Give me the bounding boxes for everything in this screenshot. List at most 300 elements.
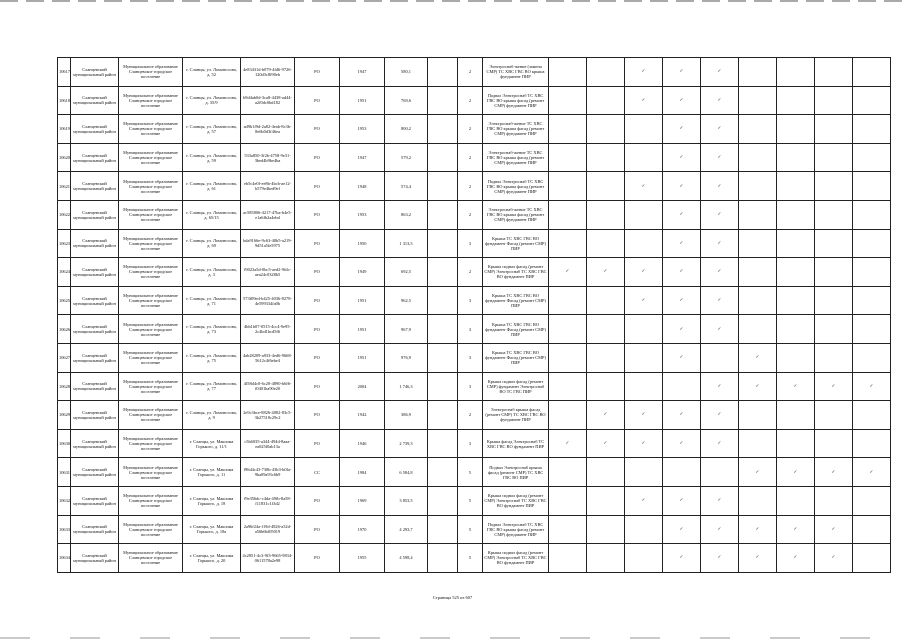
- check-cell: [549, 401, 587, 430]
- address-cell: г. Сланцы, ул. Ломоносова, д. 69: [183, 229, 241, 258]
- check-cell: ✓: [739, 515, 777, 544]
- district-cell: Сланцевский муниципальный район: [71, 544, 119, 573]
- table-row: [58, 515, 891, 544]
- area-cell: 386,9: [385, 401, 428, 430]
- building-type-cell: РО: [295, 401, 340, 430]
- floors-cell: 2: [458, 143, 483, 172]
- district-cell: Сланцевский муниципальный район: [71, 286, 119, 315]
- works-list-cell: Крыша ТС ХВС ГВС ВО фундамент Фасад (ремонт СМР) ПИР: [483, 286, 549, 315]
- year-cell: 1951: [340, 86, 385, 115]
- district-cell: Сланцевский муниципальный район: [71, 143, 119, 172]
- row-id-cell: 10632: [58, 486, 71, 515]
- area-cell: 769,6: [385, 86, 428, 115]
- check-cell: [815, 401, 853, 430]
- district-cell: Сланцевский муниципальный район: [71, 372, 119, 401]
- works-list-cell: Электроснаб-жение ТС ХВС ГВС ВО крыша фасад (ремонт СМР) фундамент ПИР: [483, 115, 549, 144]
- row-id-cell: 10618: [58, 86, 71, 115]
- works-list-cell: Крыша ТС ХВС ГВС ВО фундамент Фасад (ремонт СМР) ПИР: [483, 229, 549, 258]
- check-cell: ✓: [587, 401, 625, 430]
- check-cell: [587, 229, 625, 258]
- table-row: [58, 286, 891, 315]
- district-cell: Сланцевский муниципальный район: [71, 515, 119, 544]
- check-cell: [549, 515, 587, 544]
- check-cell: ✓: [663, 486, 701, 515]
- empty-cell: [428, 515, 458, 544]
- check-cell: [701, 343, 739, 372]
- guid-cell: 2a96f24a-f19d-4826-a52d-a56b6bf05019: [241, 515, 295, 544]
- check-cell: [549, 343, 587, 372]
- address-cell: г. Сланцы, ул. Ломоносова, д. 75: [183, 343, 241, 372]
- check-cell: ✓: [549, 429, 587, 458]
- guid-cell: f9023a5d-0bc5-aed2-9fdc-aea24c0328b5: [241, 258, 295, 287]
- check-cell: [853, 258, 891, 287]
- check-cell: [739, 86, 777, 115]
- check-cell: ✓: [815, 544, 853, 573]
- check-cell: [549, 200, 587, 229]
- guid-cell: ac585806-4217-47ba-b4e5-e1a6fb2a4ebd: [241, 200, 295, 229]
- table-row: [58, 401, 891, 430]
- table-row: [58, 429, 891, 458]
- check-cell: [853, 172, 891, 201]
- building-type-cell: РО: [295, 544, 340, 573]
- check-cell: [587, 315, 625, 344]
- check-cell: [587, 143, 625, 172]
- check-cell: [549, 486, 587, 515]
- floors-cell: 3: [458, 343, 483, 372]
- building-type-cell: РО: [295, 172, 340, 201]
- check-cell: [777, 286, 815, 315]
- row-id-cell: 10627: [58, 343, 71, 372]
- check-cell: [587, 200, 625, 229]
- row-id-cell: 10620: [58, 143, 71, 172]
- check-cell: [777, 315, 815, 344]
- owner-cell: Муниципальное образование Сланцевское городское поселение: [119, 372, 183, 401]
- empty-cell: [428, 544, 458, 573]
- row-id-cell: 10619: [58, 115, 71, 144]
- year-cell: 1949: [340, 258, 385, 287]
- empty-cell: [428, 258, 458, 287]
- check-cell: ✓: [739, 544, 777, 573]
- year-cell: 1955: [340, 544, 385, 573]
- year-cell: 1947: [340, 143, 385, 172]
- check-cell: [587, 343, 625, 372]
- district-cell: Сланцевский муниципальный район: [71, 258, 119, 287]
- works-list-cell: Крыша подвал фасад (ремонт СМР) Электроснаб ТС ХВС ГВС ВО фундамент ПИР: [483, 486, 549, 515]
- guid-cell: 533a850-3f2b-4758-9e31-3bed4b9be4ba: [241, 143, 295, 172]
- check-cell: [587, 515, 625, 544]
- table-body: [58, 58, 891, 573]
- check-cell: [777, 200, 815, 229]
- check-cell: ✓: [701, 429, 739, 458]
- check-cell: [815, 115, 853, 144]
- year-cell: 1951: [340, 315, 385, 344]
- owner-cell: Муниципальное образование Сланцевское городское поселение: [119, 315, 183, 344]
- check-cell: ✓: [777, 458, 815, 487]
- owner-cell: Муниципальное образование Сланцевское городское поселение: [119, 286, 183, 315]
- check-cell: [587, 544, 625, 573]
- check-cell: [853, 486, 891, 515]
- guid-cell: 4f58d4c0-6c20-4890-b6f6-f0401ba90e20: [241, 372, 295, 401]
- works-list-cell: Электроснаб-жение ТС ХВС ГВС ВО крыша фасад (ремонт СМР) фундамент ПИР: [483, 200, 549, 229]
- check-cell: ✓: [701, 286, 739, 315]
- year-cell: 1947: [340, 58, 385, 87]
- owner-cell: Муниципальное образование Сланцевское городское поселение: [119, 200, 183, 229]
- check-cell: ✓: [625, 172, 663, 201]
- floors-cell: 5: [458, 515, 483, 544]
- check-cell: [701, 458, 739, 487]
- building-type-cell: РО: [295, 115, 340, 144]
- area-cell: 579,2: [385, 143, 428, 172]
- area-cell: 3 853,5: [385, 486, 428, 515]
- empty-cell: [428, 343, 458, 372]
- check-cell: [625, 544, 663, 573]
- check-cell: [625, 315, 663, 344]
- check-cell: [625, 372, 663, 401]
- check-cell: [663, 458, 701, 487]
- check-cell: [739, 315, 777, 344]
- check-cell: [739, 429, 777, 458]
- district-cell: Сланцевский муниципальный район: [71, 58, 119, 87]
- check-cell: ✓: [815, 458, 853, 487]
- check-cell: [815, 343, 853, 372]
- check-cell: [739, 172, 777, 201]
- guid-cell: bda9166e-9c63-40b5-a219-9d51a5fe5975: [241, 229, 295, 258]
- floors-cell: 3: [458, 286, 483, 315]
- check-cell: [777, 143, 815, 172]
- owner-cell: Муниципальное образование Сланцевское городское поселение: [119, 229, 183, 258]
- area-cell: 1 746,3: [385, 372, 428, 401]
- owner-cell: Муниципальное образование Сланцевское городское поселение: [119, 429, 183, 458]
- works-list-cell: Крыша ТС ХВС ГВС ВО фундамент Фасад (ремонт СМР) ПИР: [483, 315, 549, 344]
- guid-cell: 2e9c3bce-8826-4082-83c5-3b27518c29c2: [241, 401, 295, 430]
- works-list-cell: Подвал Электроснаб ТС ХВС ГВС ВО крыша фасад (ремонт СМР) фундамент ПИР: [483, 86, 549, 115]
- empty-cell: [428, 372, 458, 401]
- area-cell: 962,5: [385, 286, 428, 315]
- check-cell: ✓: [663, 429, 701, 458]
- district-cell: Сланцевский муниципальный район: [71, 429, 119, 458]
- check-cell: [625, 200, 663, 229]
- floors-cell: 2: [458, 200, 483, 229]
- check-cell: [777, 258, 815, 287]
- scan-edge-bottom: [0, 637, 905, 639]
- check-cell: ✓: [625, 58, 663, 87]
- address-cell: г. Сланцы, ул. Ломоносова, д. 61: [183, 172, 241, 201]
- table-row: [58, 343, 891, 372]
- building-type-cell: РО: [295, 429, 340, 458]
- empty-cell: [428, 486, 458, 515]
- building-type-cell: СС: [295, 458, 340, 487]
- check-cell: [625, 515, 663, 544]
- year-cell: 1942: [340, 401, 385, 430]
- check-cell: [549, 286, 587, 315]
- check-cell: ✓: [587, 429, 625, 458]
- row-id-cell: 10629: [58, 401, 71, 430]
- guid-cell: f9e356dc-c4da-49fb-8a58-f11831c1f3d2: [241, 486, 295, 515]
- year-cell: 1951: [340, 286, 385, 315]
- check-cell: [739, 486, 777, 515]
- floors-cell: 3: [458, 372, 483, 401]
- check-cell: ✓: [663, 86, 701, 115]
- check-cell: [853, 315, 891, 344]
- area-cell: 976,9: [385, 343, 428, 372]
- table-row: [58, 315, 891, 344]
- check-cell: ✓: [663, 229, 701, 258]
- guid-cell: 4c2851-4c3-9f3-9665-9834-0611578a2e98: [241, 544, 295, 573]
- check-cell: [739, 58, 777, 87]
- check-cell: ✓: [663, 58, 701, 87]
- check-cell: [549, 143, 587, 172]
- housing-register-table: [57, 57, 891, 573]
- empty-cell: [428, 200, 458, 229]
- check-cell: [663, 372, 701, 401]
- works-list-cell: Крыша подвал фасад (ремонт СМР) фундамент Электроснаб ВО ТС ГВС ПИР: [483, 372, 549, 401]
- owner-cell: Муниципальное образование Сланцевское городское поселение: [119, 486, 183, 515]
- check-cell: [739, 143, 777, 172]
- check-cell: [587, 486, 625, 515]
- table-row: [58, 544, 891, 573]
- check-cell: [853, 115, 891, 144]
- building-type-cell: РО: [295, 58, 340, 87]
- address-cell: г. Сланцы, ул. Максима Горького, д. 11: [183, 458, 241, 487]
- row-id-cell: 10625: [58, 286, 71, 315]
- empty-cell: [428, 143, 458, 172]
- table-row: [58, 143, 891, 172]
- check-cell: ✓: [663, 544, 701, 573]
- check-cell: [549, 115, 587, 144]
- year-cell: 1951: [340, 343, 385, 372]
- check-cell: ✓: [625, 258, 663, 287]
- check-cell: ✓: [701, 143, 739, 172]
- guid-cell: 4e83431d-b079-4fd6-9726-120d3c8f90eb: [241, 58, 295, 87]
- check-cell: [853, 86, 891, 115]
- building-type-cell: РО: [295, 372, 340, 401]
- check-cell: [815, 143, 853, 172]
- check-cell: ✓: [701, 172, 739, 201]
- check-cell: [739, 200, 777, 229]
- check-cell: [625, 458, 663, 487]
- area-cell: 800,2: [385, 115, 428, 144]
- district-cell: Сланцевский муниципальный район: [71, 86, 119, 115]
- table-row: [58, 229, 891, 258]
- table-row: [58, 258, 891, 287]
- floors-cell: 2: [458, 86, 483, 115]
- owner-cell: Муниципальное образование Сланцевское городское поселение: [119, 343, 183, 372]
- works-list-cell: Электроснаб-жение ТС ХВС ГВС ВО крыша фасад (ремонт СМР) фундамент ПИР: [483, 143, 549, 172]
- address-cell: г. Сланцы, ул. Ломоносова, д. 65/15: [183, 200, 241, 229]
- check-cell: [549, 458, 587, 487]
- check-cell: [853, 286, 891, 315]
- floors-cell: 5: [458, 458, 483, 487]
- address-cell: г. Сланцы, ул. Ломоносова, д. 35/9: [183, 86, 241, 115]
- building-type-cell: РО: [295, 200, 340, 229]
- area-cell: 580,1: [385, 58, 428, 87]
- check-cell: [739, 401, 777, 430]
- check-cell: [853, 229, 891, 258]
- empty-cell: [428, 429, 458, 458]
- row-id-cell: 10622: [58, 200, 71, 229]
- year-cell: 1953: [340, 200, 385, 229]
- check-cell: [587, 58, 625, 87]
- building-type-cell: РО: [295, 486, 340, 515]
- check-cell: ✓: [663, 515, 701, 544]
- check-cell: [587, 115, 625, 144]
- district-cell: Сланцевский муниципальный район: [71, 343, 119, 372]
- table-row: [58, 172, 891, 201]
- check-cell: ✓: [739, 458, 777, 487]
- owner-cell: Муниципальное образование Сланцевское городское поселение: [119, 544, 183, 573]
- check-cell: ✓: [663, 258, 701, 287]
- check-cell: ✓: [701, 486, 739, 515]
- floors-cell: 3: [458, 429, 483, 458]
- check-cell: [549, 372, 587, 401]
- works-list-cell: Подвал Электроснаб ТС ХВС ГВС ВО крыша фасад (ремонт СМР) фундамент ПИР: [483, 172, 549, 201]
- check-cell: ✓: [853, 372, 891, 401]
- check-cell: [853, 58, 891, 87]
- row-id-cell: 10624: [58, 258, 71, 287]
- floors-cell: 2: [458, 258, 483, 287]
- address-cell: г. Сланцы, ул. Ломоносова, д. 59: [183, 143, 241, 172]
- check-cell: [853, 143, 891, 172]
- year-cell: 1948: [340, 172, 385, 201]
- guid-cell: 573f09ed-b425-4036-8278-4e599334fa0b: [241, 286, 295, 315]
- check-cell: [853, 544, 891, 573]
- address-cell: г. Сланцы, ул. Максима Горького, д. 18: [183, 486, 241, 515]
- check-cell: [587, 172, 625, 201]
- guid-cell: ad9b1f9d-2a82-4eab-8c3b-8e6b0d3f46ea: [241, 115, 295, 144]
- table-row: [58, 372, 891, 401]
- check-cell: ✓: [663, 343, 701, 372]
- building-type-cell: РО: [295, 315, 340, 344]
- row-id-cell: 10626: [58, 315, 71, 344]
- row-id-cell: 10633: [58, 515, 71, 544]
- check-cell: [815, 286, 853, 315]
- check-cell: ✓: [701, 58, 739, 87]
- guid-cell: c5b6035-a344-494d-8aaa-ea025f0ab13a: [241, 429, 295, 458]
- check-cell: ✓: [701, 544, 739, 573]
- guid-cell: 4bb1b07-0515-4cc4-9e95-2c4bd1bcd5f6: [241, 315, 295, 344]
- district-cell: Сланцевский муниципальный район: [71, 315, 119, 344]
- building-type-cell: РО: [295, 515, 340, 544]
- check-cell: [625, 229, 663, 258]
- check-cell: ✓: [625, 486, 663, 515]
- owner-cell: Муниципальное образование Сланцевское городское поселение: [119, 115, 183, 144]
- check-cell: [777, 429, 815, 458]
- floors-cell: 5: [458, 544, 483, 573]
- check-cell: [815, 315, 853, 344]
- table-row: [58, 200, 891, 229]
- address-cell: г. Сланцы, ул. Ломоносова, д. 71: [183, 286, 241, 315]
- check-cell: ✓: [625, 429, 663, 458]
- check-cell: ✓: [663, 315, 701, 344]
- row-id-cell: 10623: [58, 229, 71, 258]
- guid-cell: eb5c4e0f-ee8b-4bcb-ae12-b579e4bed9ef: [241, 172, 295, 201]
- check-cell: ✓: [701, 115, 739, 144]
- check-cell: [549, 86, 587, 115]
- building-type-cell: РО: [295, 143, 340, 172]
- check-cell: ✓: [663, 143, 701, 172]
- check-cell: ✓: [777, 515, 815, 544]
- check-cell: ✓: [777, 544, 815, 573]
- check-cell: [625, 143, 663, 172]
- area-cell: 967,9: [385, 315, 428, 344]
- works-list-cell: Подвал Электроснаб крыша фасад (ремонт СМР) ТС ХВС ГВС ВО ПИР: [483, 458, 549, 487]
- floors-cell: 3: [458, 229, 483, 258]
- owner-cell: Муниципальное образование Сланцевское городское поселение: [119, 143, 183, 172]
- check-cell: [739, 258, 777, 287]
- check-cell: ✓: [625, 286, 663, 315]
- year-cell: 1946: [340, 429, 385, 458]
- building-type-cell: РО: [295, 86, 340, 115]
- scan-edge-top: [0, 0, 905, 2]
- floors-cell: 2: [458, 172, 483, 201]
- check-cell: ✓: [701, 401, 739, 430]
- works-list-cell: Электроснаб-жение (замена СМР) ТС ХВС ГВС ВО крыша фундамент ПИР: [483, 58, 549, 87]
- check-cell: ✓: [625, 86, 663, 115]
- check-cell: [549, 172, 587, 201]
- area-cell: 863,2: [385, 200, 428, 229]
- check-cell: ✓: [701, 372, 739, 401]
- check-cell: ✓: [815, 372, 853, 401]
- table-row: [58, 115, 891, 144]
- year-cell: 1970: [340, 515, 385, 544]
- area-cell: 6 584,8: [385, 458, 428, 487]
- works-list-cell: Крыша ТС ХВС ГВС ВО фундамент Фасад (ремонт СМР) ПИР: [483, 343, 549, 372]
- check-cell: ✓: [739, 343, 777, 372]
- row-id-cell: 10634: [58, 544, 71, 573]
- empty-cell: [428, 229, 458, 258]
- empty-cell: [428, 172, 458, 201]
- check-cell: [739, 229, 777, 258]
- check-cell: [815, 429, 853, 458]
- area-cell: 4 598,4: [385, 544, 428, 573]
- district-cell: Сланцевский муниципальный район: [71, 200, 119, 229]
- address-cell: г. Сланцы, ул. Ломоносова, д. 57: [183, 115, 241, 144]
- check-cell: [549, 315, 587, 344]
- address-cell: г. Сланцы, ул. Ломоносова, д. 3: [183, 258, 241, 287]
- check-cell: ✓: [739, 372, 777, 401]
- check-cell: ✓: [549, 258, 587, 287]
- district-cell: Сланцевский муниципальный район: [71, 401, 119, 430]
- address-cell: г. Сланцы, ул. Ломоносова, д. 9: [183, 401, 241, 430]
- check-cell: ✓: [701, 229, 739, 258]
- empty-cell: [428, 315, 458, 344]
- check-cell: [587, 286, 625, 315]
- district-cell: Сланцевский муниципальный район: [71, 172, 119, 201]
- row-id-cell: 10631: [58, 458, 71, 487]
- check-cell: ✓: [815, 515, 853, 544]
- check-cell: [815, 172, 853, 201]
- check-cell: ✓: [663, 286, 701, 315]
- check-cell: ✓: [587, 258, 625, 287]
- owner-cell: Муниципальное образование Сланцевское городское поселение: [119, 86, 183, 115]
- check-cell: [549, 229, 587, 258]
- guid-cell: f96d4c43-730b-43b3-b0fa-9ba09a93c6b9: [241, 458, 295, 487]
- check-cell: ✓: [663, 200, 701, 229]
- check-cell: [625, 343, 663, 372]
- check-cell: [587, 372, 625, 401]
- works-list-cell: Подвал Электроснаб ТС ХВС ГВС ВО крыша фасад (ремонт СМР) фундамент ПИР: [483, 515, 549, 544]
- address-cell: г. Сланцы, ул. Ломоносова, д. 77: [183, 372, 241, 401]
- check-cell: [739, 115, 777, 144]
- row-id-cell: 10617: [58, 58, 71, 87]
- area-cell: 2 739,3: [385, 429, 428, 458]
- empty-cell: [428, 458, 458, 487]
- check-cell: [777, 86, 815, 115]
- check-cell: [777, 172, 815, 201]
- check-cell: [587, 86, 625, 115]
- address-cell: г. Сланцы, ул. Максима Горького, д. 18а: [183, 515, 241, 544]
- check-cell: ✓: [663, 115, 701, 144]
